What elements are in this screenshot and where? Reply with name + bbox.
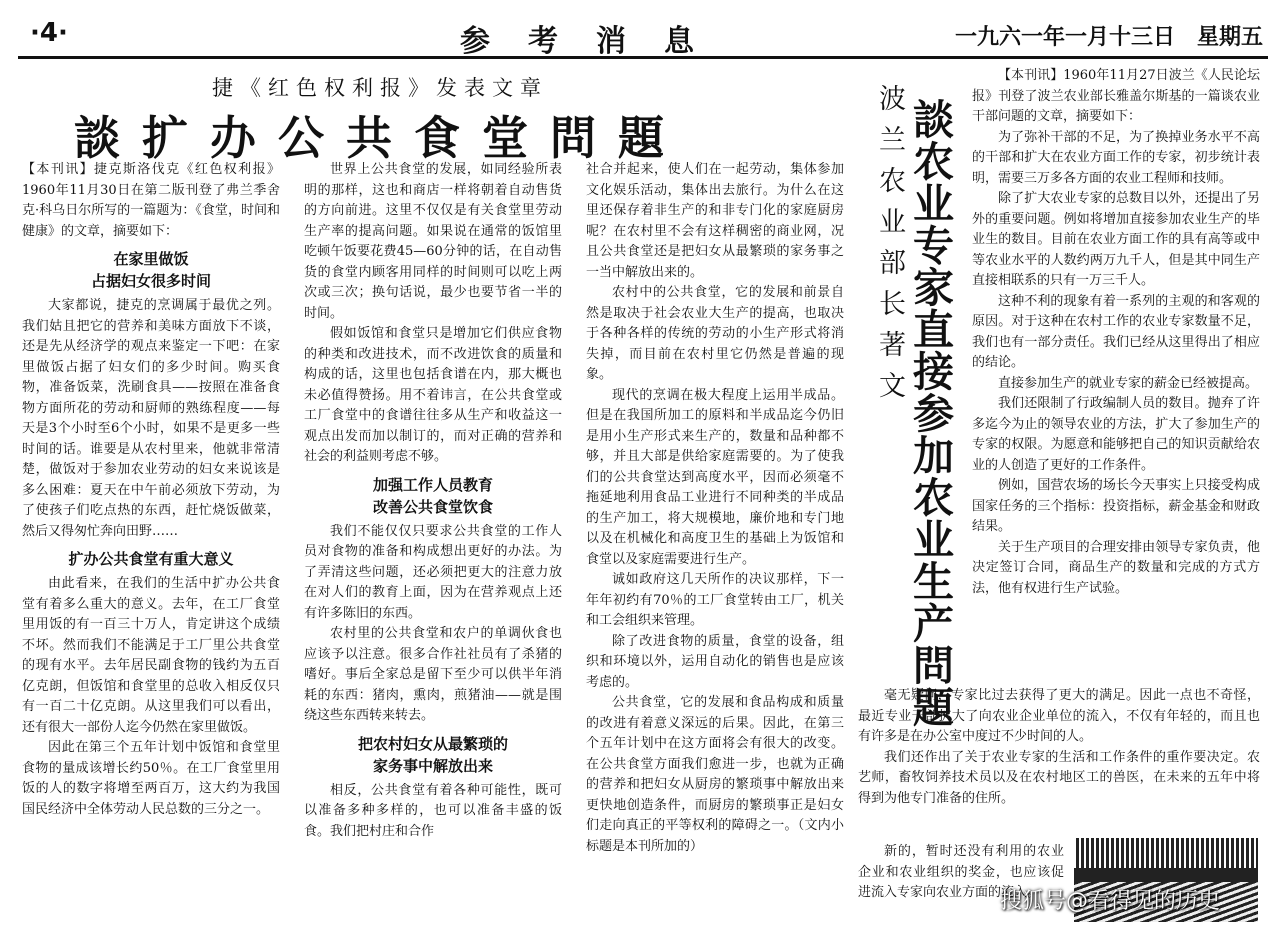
issue-date: 一九六一年一月十三日 星期五 bbox=[954, 24, 1263, 50]
paragraph: 新的，暂时还没有利用的农业企业和农业组织的奖金，也应该促进流入专家向农业方面的流入。 bbox=[858, 844, 1064, 900]
article1-column-3 bbox=[586, 160, 844, 926]
paragraph: 除了改进食物的质量，食堂的设备，组织和环境以外，运用自动化的销售也是应该考虑的。 bbox=[586, 633, 844, 690]
masthead-rule bbox=[18, 56, 1268, 59]
paragraph: 我们不能仅仅只要求公共食堂的工作人员对食物的准备和构成想出更好的办法。为了弄清这些问题，还必须把更大的注意力放在对人们的教育上面，因为在营养观点上还有许多陈旧的东西。 bbox=[304, 523, 562, 621]
paragraph: 世界上公共食堂的发展，如同经验所表明的那样，这也和商店一样将朝着自动售货的方向前进。这里不仅仅是有关食堂里劳动生产率的提高问题。如果说在通常的饭馆里吃顿午饭要花费45—60分钟的话，在自动售货的食堂内顾客用同样的时间则可以吃上两次或三次；换句话说，最少也要节省一半的时间。 bbox=[304, 162, 562, 321]
paragraph: 因此在第三个五年计划中饭馆和食堂里食物的量成该增长约50％。在工厂食堂里用饭的人的数字将增至两百万，这大约为我国国民经济中全体劳动人民总数的三分之一。 bbox=[22, 740, 280, 817]
article1-column-2 bbox=[304, 160, 562, 926]
paragraph: 例如，国营农场的场长今天事实上只接受构成国家任务的三个指标：投资指标，薪金基金和财政结果。 bbox=[972, 478, 1260, 534]
woodcut-sky bbox=[1074, 838, 1258, 868]
article2-byline: 波兰农业部长著文 bbox=[874, 84, 905, 412]
paragraph: 现代的烹调在极大程度上运用半成品。但是在我国所加工的原料和半成品迄今仍旧是用小生产形式来生产的，数量和品种都不够，并且大部是供给家庭需要的。为了使我们的公共食堂达到高度水平，因而必须毫不拖延地利用食品工业进行不同种类的半成品的生产加工，将大规模地，廉价地和专门地以及在机械化和高度卫生的基础上为饭馆和食堂以及家庭需要进行生产。 bbox=[586, 387, 844, 567]
paragraph: 除了扩大农业专家的总数目以外，还提出了另外的重要问题。例如将增加直接参加农业生产的毕业生的数目。目前在农业方面工作的具有高等或中等农业水平的人数约两万九千人，但是其中同生产直接相联系的只有一万三千人。 bbox=[972, 191, 1260, 288]
paragraph: 农村里的公共食堂和农户的单调伙食也应该予以注意。很多合作社社员有了杀猪的嗜好。事后全家总是留下至少可以供半年消耗的东西：猪肉，熏肉，煎猪油——就是围绕这些东西转来转去。 bbox=[304, 626, 562, 723]
paragraph: 农村中的公共食堂，它的发展和前景自然是取决于社会农业大生产的提高，也取决于各种各样的传统的劳动的小生产形式将消失掉，而目前在农村里它仍然是普遍的现象。 bbox=[586, 285, 844, 382]
article2-lower-column bbox=[858, 686, 1260, 832]
masthead bbox=[0, 0, 1275, 58]
article1-column-1 bbox=[22, 160, 280, 926]
article2-upper-column bbox=[972, 66, 1260, 686]
subhead: 在家里做饭 占据妇女很多时间 bbox=[90, 250, 211, 290]
paragraph: 相反，公共食堂有着各种可能性，既可以准备多种多样的，也可以准备丰盛的饭食。我们把村庄和合作 bbox=[304, 782, 562, 839]
paper-name: 参考消息 bbox=[460, 24, 732, 59]
paragraph: 关于生产项目的合理安排由领导专家负责，他决定签订合同，商品生产的数量和完成的方式方法，他有权进行生产试验。 bbox=[972, 539, 1260, 596]
article2-title: 談农业专家直接参加农业生产問題 bbox=[906, 98, 954, 728]
watermark: 搜狐号@看得见的历史 bbox=[1000, 889, 1221, 914]
paragraph: 毫无疑问，专家比过去获得了更大的满足。因此一点也不奇怪，最近专业干部扩大了向农业企业单位的流入，不仅有年轻的，而且也有许多是在办公室中度过不少时间的人。 bbox=[858, 688, 1260, 744]
paragraph: 诚如政府这几天所作的决议那样，下一年年初约有70％的工厂食堂转由工厂，机关和工会组织来管理。 bbox=[586, 572, 844, 628]
paragraph: 假如饭馆和食堂只是增加它们供应食物的种类和改进技术，而不改进饮食的质量和构成的话，这里也包括食谱在内，那大概也未必值得赞扬。用不着讳言，在公共食堂或工厂食堂中的食谱往往多从生产和收益这一观点出发而加以制订的，而对正确的营养和社会的利益则考虑不够。 bbox=[304, 326, 562, 464]
page-number: ·4· bbox=[30, 18, 68, 48]
article1-title: 談扩办公共食堂問題 bbox=[74, 111, 686, 165]
paragraph: 公共食堂，它的发展和食品构成和质量的改进有着意义深远的后果。因此，在第三个五年计划中在这方面将会有很大的改变。在公共食堂方面我们愈进一步，也就为正确的营养和把妇女从厨房的繁琐事中解放出来更快地创造条件，而厨房的繁琐事正是妇女们走向真正的平等权利的障碍之一。（文内小标题是本刊所加的） bbox=[586, 695, 844, 854]
subhead: 把农村妇女从最繁琐的 家务事中解放出来 bbox=[357, 734, 508, 775]
paragraph: 大家都说，捷克的烹调属于最优之列。我们姑且把它的营养和美味方面放下不谈，还是先从经济学的观点来鉴定一下吧：在家里做饭占据了妇女们的多少时间。购买食物，准备饭菜，洗刷食具——按照在准备食物方面所花的劳动和厨师的熟练程度——每天是3个小时至6个小时，如果不是更多一些时间的话。谁要是从农村里来，他就非常清楚，做饭对于参加农业劳动的妇女来说该是多么困难：夏天在中午前必须放下劳动，为了使孩子们吃点热的东西，赶忙烧饭做菜，然后又得匆忙奔向田野…… bbox=[22, 298, 280, 539]
paragraph: 这种不利的现象有着一系列的主观的和客观的原因。对于这种在农村工作的农业专家数量不足，我们也有一部分责任。我们已经从这里得出了相应的结论。 bbox=[972, 293, 1260, 370]
paragraph: 我们还作出了关于农业专家的生活和工作条件的重作要决定。农艺师，畜牧饲养技术员以及在农村地区工的兽医，在未来的五年中将得到为他专门准备的住所。 bbox=[858, 749, 1260, 806]
subhead: 扩办公共食堂有重大意义 bbox=[68, 550, 234, 568]
paragraph: 由此看来，在我们的生活中扩办公共食堂有着多么重大的意义。去年，在工厂食堂里用饭的有一百三十万人，肯定讲这个成绩不坏。然而我们不能满足于工厂里公共食堂的现有水平。去年居民副食物的钱约为五百亿克朗，但饭馆和食堂里的总收入相反仅只有一百二十亿克朗。从这里我们可以看出，还有很大一部份人迄今仍然在家里做饭。 bbox=[22, 576, 280, 735]
paragraph: 社合并起来，使人们在一起劳动，集体参加文化娱乐活动，集体出去旅行。为什么在这里还保存着非生产的和非专门化的家庭厨房呢？在农村里不会有这样稠密的商业网，况且公共食堂还是把妇女从最繁琐的家务事之一当中解放出来的。 bbox=[586, 162, 844, 280]
paragraph: 为了弥补干部的不足，为了换掉业务水平不高的干部和扩大在农业方面工作的专家，初步统计表明，需要三万多各方面的农业工程师和技师。 bbox=[972, 129, 1260, 186]
article1-kicker: 捷《红色权利报》发表文章 bbox=[212, 76, 548, 100]
paragraph: 我们还限制了行政编制人员的数目。抛弃了许多迄今为止的领导农业的方法，扩大了参加生产的专家的权限。为愿意和能够把自己的知识贡献给农业的人创造了更好的工作条件。 bbox=[972, 396, 1260, 473]
paragraph: 直接参加生产的就业专家的薪金已经被提高。 bbox=[998, 375, 1259, 391]
article2-intro: 【本刊讯】1960年11月27日波兰《人民论坛报》刊登了波兰农业部长雅盖尔斯基的一篇谈农业干部问题的文章，摘要如下： bbox=[972, 68, 1260, 124]
article1-intro: 【本刊讯】捷克斯洛伐克《红色权利报》1960年11月30日在第二版刊登了弗兰季舍克·科乌日尔所写的一篇题为：《食堂，时间和健康》的文章，摘要如下： bbox=[22, 162, 280, 239]
subhead: 加强工作人员教育 改善公共食堂饮食 bbox=[372, 475, 493, 516]
